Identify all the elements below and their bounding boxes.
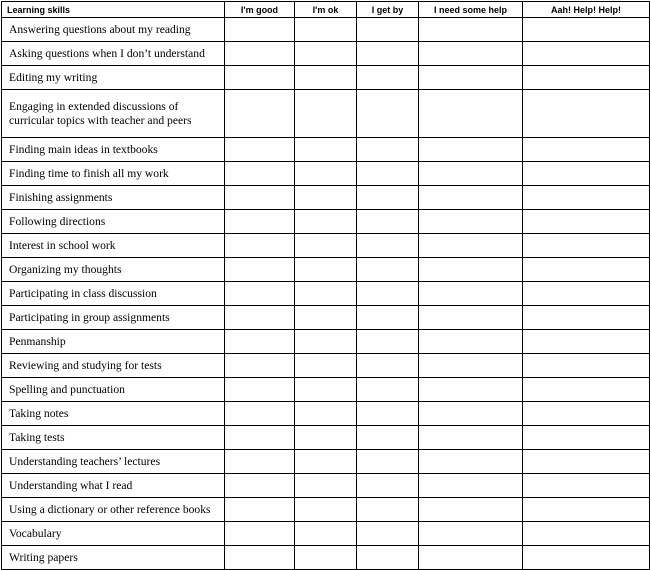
rating-cell-need-some-help[interactable] bbox=[419, 402, 523, 426]
rating-cell-aah-help[interactable] bbox=[523, 42, 650, 66]
rating-cell-im-ok[interactable] bbox=[295, 18, 357, 42]
rating-cell-aah-help[interactable] bbox=[523, 210, 650, 234]
skill-label: Understanding what I read bbox=[2, 474, 225, 498]
skill-label: Finishing assignments bbox=[2, 186, 225, 210]
rating-cell-im-ok[interactable] bbox=[295, 186, 357, 210]
column-header-aah-help: Aah! Help! Help! bbox=[523, 2, 650, 18]
rating-cell-aah-help[interactable] bbox=[523, 546, 650, 570]
rating-cell-i-get-by[interactable] bbox=[357, 546, 419, 570]
skill-label: Answering questions about my reading bbox=[2, 18, 225, 42]
rating-cell-im-ok[interactable] bbox=[295, 162, 357, 186]
skill-label: Asking questions when I don’t understand bbox=[2, 42, 225, 66]
rating-cell-im-good[interactable] bbox=[225, 306, 295, 330]
rating-cell-im-good[interactable] bbox=[225, 498, 295, 522]
rating-cell-need-some-help[interactable] bbox=[419, 66, 523, 90]
rating-cell-i-get-by[interactable] bbox=[357, 138, 419, 162]
rating-cell-im-good[interactable] bbox=[225, 546, 295, 570]
rating-cell-im-ok[interactable] bbox=[295, 378, 357, 402]
rating-cell-aah-help[interactable] bbox=[523, 474, 650, 498]
column-header-i-get-by: I get by bbox=[357, 2, 419, 18]
rating-cell-im-ok[interactable] bbox=[295, 330, 357, 354]
skill-label: Penmanship bbox=[2, 330, 225, 354]
rating-cell-i-get-by[interactable] bbox=[357, 42, 419, 66]
rating-cell-im-ok[interactable] bbox=[295, 498, 357, 522]
skill-label: Following directions bbox=[2, 210, 225, 234]
rating-cell-im-good[interactable] bbox=[225, 426, 295, 450]
rating-cell-im-good[interactable] bbox=[225, 474, 295, 498]
rating-cell-aah-help[interactable] bbox=[523, 522, 650, 546]
skill-label: Interest in school work bbox=[2, 234, 225, 258]
rating-cell-need-some-help[interactable] bbox=[419, 162, 523, 186]
skill-label: Finding main ideas in textbooks bbox=[2, 138, 225, 162]
column-header-need-some-help: I need some help bbox=[419, 2, 523, 18]
rating-cell-im-good[interactable] bbox=[225, 18, 295, 42]
skill-label: Taking notes bbox=[2, 402, 225, 426]
rating-cell-im-good[interactable] bbox=[225, 138, 295, 162]
rating-cell-need-some-help[interactable] bbox=[419, 42, 523, 66]
rating-cell-i-get-by[interactable] bbox=[357, 162, 419, 186]
rating-cell-i-get-by[interactable] bbox=[357, 258, 419, 282]
rating-cell-need-some-help[interactable] bbox=[419, 426, 523, 450]
rating-cell-im-good[interactable] bbox=[225, 42, 295, 66]
column-header-im-ok: I'm ok bbox=[295, 2, 357, 18]
rating-cell-need-some-help[interactable] bbox=[419, 450, 523, 474]
rating-cell-need-some-help[interactable] bbox=[419, 282, 523, 306]
rating-cell-im-good[interactable] bbox=[225, 402, 295, 426]
skill-label: Spelling and punctuation bbox=[2, 378, 225, 402]
rating-cell-need-some-help[interactable] bbox=[419, 90, 523, 138]
rating-cell-im-ok[interactable] bbox=[295, 258, 357, 282]
skill-label: Understanding teachers’ lectures bbox=[2, 450, 225, 474]
rating-cell-aah-help[interactable] bbox=[523, 138, 650, 162]
table-row bbox=[2, 234, 650, 258]
column-header-im-good: I'm good bbox=[225, 2, 295, 18]
rating-cell-aah-help[interactable] bbox=[523, 354, 650, 378]
table-row bbox=[2, 498, 650, 522]
table-row bbox=[2, 18, 650, 42]
table-row bbox=[2, 186, 650, 210]
rating-cell-im-good[interactable] bbox=[225, 162, 295, 186]
rating-cell-aah-help[interactable] bbox=[523, 234, 650, 258]
rating-cell-aah-help[interactable] bbox=[523, 282, 650, 306]
rating-cell-i-get-by[interactable] bbox=[357, 306, 419, 330]
rating-cell-need-some-help[interactable] bbox=[419, 210, 523, 234]
rating-cell-need-some-help[interactable] bbox=[419, 234, 523, 258]
rating-cell-i-get-by[interactable] bbox=[357, 234, 419, 258]
rating-cell-i-get-by[interactable] bbox=[357, 90, 419, 138]
rating-cell-im-ok[interactable] bbox=[295, 66, 357, 90]
rating-cell-im-good[interactable] bbox=[225, 282, 295, 306]
skill-label: Vocabulary bbox=[2, 522, 225, 546]
rating-cell-i-get-by[interactable] bbox=[357, 66, 419, 90]
rating-cell-aah-help[interactable] bbox=[523, 66, 650, 90]
learning-skills-table bbox=[1, 1, 650, 570]
rating-cell-im-ok[interactable] bbox=[295, 450, 357, 474]
rating-cell-need-some-help[interactable] bbox=[419, 138, 523, 162]
skill-label: Editing my writing bbox=[2, 66, 225, 90]
rating-cell-aah-help[interactable] bbox=[523, 378, 650, 402]
table-row bbox=[2, 90, 650, 138]
rating-cell-aah-help[interactable] bbox=[523, 18, 650, 42]
rating-cell-im-good[interactable] bbox=[225, 354, 295, 378]
skill-label: Taking tests bbox=[2, 426, 225, 450]
rating-cell-im-good[interactable] bbox=[225, 186, 295, 210]
rating-cell-need-some-help[interactable] bbox=[419, 474, 523, 498]
rating-cell-im-good[interactable] bbox=[225, 234, 295, 258]
table-row bbox=[2, 306, 650, 330]
rating-cell-i-get-by[interactable] bbox=[357, 522, 419, 546]
rating-cell-aah-help[interactable] bbox=[523, 162, 650, 186]
rating-cell-need-some-help[interactable] bbox=[419, 354, 523, 378]
rating-cell-aah-help[interactable] bbox=[523, 450, 650, 474]
rating-cell-aah-help[interactable] bbox=[523, 498, 650, 522]
table-row bbox=[2, 330, 650, 354]
skill-label: Organizing my thoughts bbox=[2, 258, 225, 282]
table-row bbox=[2, 378, 650, 402]
rating-cell-need-some-help[interactable] bbox=[419, 258, 523, 282]
rating-cell-im-good[interactable] bbox=[225, 210, 295, 234]
rating-cell-need-some-help[interactable] bbox=[419, 498, 523, 522]
rating-cell-im-good[interactable] bbox=[225, 330, 295, 354]
rating-cell-im-ok[interactable] bbox=[295, 42, 357, 66]
rating-cell-need-some-help[interactable] bbox=[419, 378, 523, 402]
table-row bbox=[2, 522, 650, 546]
rating-cell-need-some-help[interactable] bbox=[419, 18, 523, 42]
rating-cell-im-ok[interactable] bbox=[295, 138, 357, 162]
table-row bbox=[2, 210, 650, 234]
rating-cell-im-ok[interactable] bbox=[295, 282, 357, 306]
skill-label: Participating in class discussion bbox=[2, 282, 225, 306]
rating-cell-aah-help[interactable] bbox=[523, 258, 650, 282]
table-row bbox=[2, 402, 650, 426]
rating-cell-im-ok[interactable] bbox=[295, 354, 357, 378]
table-row bbox=[2, 354, 650, 378]
rating-cell-i-get-by[interactable] bbox=[357, 330, 419, 354]
skill-label: Participating in group assignments bbox=[2, 306, 225, 330]
rating-cell-i-get-by[interactable] bbox=[357, 18, 419, 42]
rating-cell-im-good[interactable] bbox=[225, 90, 295, 138]
table-row bbox=[2, 138, 650, 162]
rating-cell-need-some-help[interactable] bbox=[419, 546, 523, 570]
table-row bbox=[2, 450, 650, 474]
rating-cell-im-good[interactable] bbox=[225, 66, 295, 90]
skill-label: Finding time to finish all my work bbox=[2, 162, 225, 186]
rating-cell-aah-help[interactable] bbox=[523, 90, 650, 138]
rating-cell-im-ok[interactable] bbox=[295, 90, 357, 138]
rating-cell-aah-help[interactable] bbox=[523, 426, 650, 450]
rating-cell-i-get-by[interactable] bbox=[357, 402, 419, 426]
rating-cell-im-ok[interactable] bbox=[295, 474, 357, 498]
rating-cell-need-some-help[interactable] bbox=[419, 522, 523, 546]
rating-cell-i-get-by[interactable] bbox=[357, 210, 419, 234]
header-row bbox=[2, 2, 650, 18]
rating-cell-im-ok[interactable] bbox=[295, 306, 357, 330]
rating-cell-im-ok[interactable] bbox=[295, 546, 357, 570]
rating-cell-aah-help[interactable] bbox=[523, 402, 650, 426]
rating-cell-aah-help[interactable] bbox=[523, 306, 650, 330]
column-header-learning-skills: Learning skills bbox=[2, 2, 225, 18]
rating-cell-i-get-by[interactable] bbox=[357, 498, 419, 522]
rating-cell-aah-help[interactable] bbox=[523, 330, 650, 354]
rating-cell-i-get-by[interactable] bbox=[357, 282, 419, 306]
rating-cell-im-good[interactable] bbox=[225, 258, 295, 282]
rating-cell-im-good[interactable] bbox=[225, 450, 295, 474]
table-row bbox=[2, 66, 650, 90]
rating-cell-need-some-help[interactable] bbox=[419, 330, 523, 354]
rating-cell-im-good[interactable] bbox=[225, 522, 295, 546]
rating-cell-im-ok[interactable] bbox=[295, 210, 357, 234]
rating-cell-i-get-by[interactable] bbox=[357, 450, 419, 474]
table-row bbox=[2, 546, 650, 570]
rating-cell-i-get-by[interactable] bbox=[357, 426, 419, 450]
table-row bbox=[2, 42, 650, 66]
table-row bbox=[2, 282, 650, 306]
rating-cell-i-get-by[interactable] bbox=[357, 474, 419, 498]
rating-cell-im-ok[interactable] bbox=[295, 522, 357, 546]
rating-cell-need-some-help[interactable] bbox=[419, 186, 523, 210]
rating-cell-im-ok[interactable] bbox=[295, 402, 357, 426]
skill-label: Writing papers bbox=[2, 546, 225, 570]
skill-label: Reviewing and studying for tests bbox=[2, 354, 225, 378]
table-row bbox=[2, 426, 650, 450]
rating-cell-i-get-by[interactable] bbox=[357, 354, 419, 378]
rating-cell-need-some-help[interactable] bbox=[419, 306, 523, 330]
rating-cell-im-good[interactable] bbox=[225, 378, 295, 402]
table-row bbox=[2, 474, 650, 498]
rating-cell-i-get-by[interactable] bbox=[357, 186, 419, 210]
rating-cell-im-ok[interactable] bbox=[295, 234, 357, 258]
rating-cell-i-get-by[interactable] bbox=[357, 378, 419, 402]
rating-cell-aah-help[interactable] bbox=[523, 186, 650, 210]
table-row bbox=[2, 258, 650, 282]
skill-label: Engaging in extended discussions of curricular topics with teacher and peers bbox=[2, 90, 225, 138]
skill-label: Using a dictionary or other reference books bbox=[2, 498, 225, 522]
rating-cell-im-ok[interactable] bbox=[295, 426, 357, 450]
table-row bbox=[2, 162, 650, 186]
